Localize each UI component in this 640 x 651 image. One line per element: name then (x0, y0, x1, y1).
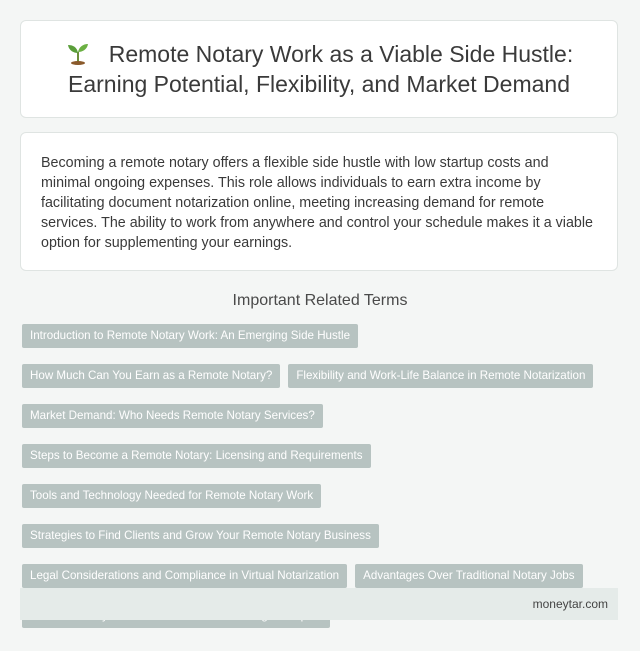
term-tag-steps[interactable]: Steps to Become a Remote Notary: Licensing and Requirements (22, 444, 371, 468)
term-tag-tools[interactable]: Tools and Technology Needed for Remote Notary Work (22, 484, 321, 508)
summary-card (20, 132, 618, 271)
term-tag-market-demand[interactable]: Market Demand: Who Needs Remote Notary Services? (22, 404, 323, 428)
title-card (20, 20, 618, 118)
footer (20, 588, 618, 620)
term-tag-strategies[interactable]: Strategies to Find Clients and Grow Your Remote Notary Business (22, 524, 379, 548)
term-tag-flexibility[interactable]: Flexibility and Work-Life Balance in Remote Notarization (288, 364, 593, 388)
related-terms-list (22, 324, 622, 628)
footer-site-link[interactable]: moneytar.com (532, 597, 608, 611)
page-title (49, 39, 589, 99)
page-title-text: Remote Notary Work as a Viable Side Hustle: Earning Potential, Flexibility, and Market Demand (68, 41, 574, 97)
term-tag-intro[interactable]: Introduction to Remote Notary Work: An Emerging Side Hustle (22, 324, 358, 348)
sprout-icon (65, 41, 91, 65)
summary-paragraph: Becoming a remote notary offers a flexible side hustle with low startup costs and minimal ongoing expenses. This role allows individuals to earn extra income by facilitating document notarization online, meeting increasing demand for remote services. The ability to work from anywhere and control your schedule makes it a viable option for supplementing your earnings. (41, 155, 594, 251)
term-tag-earnings[interactable]: How Much Can You Earn as a Remote Notary? (22, 364, 280, 388)
term-tag-legal[interactable]: Legal Considerations and Compliance in Virtual Notarization (22, 564, 347, 588)
term-tag-advantages[interactable]: Advantages Over Traditional Notary Jobs (355, 564, 582, 588)
related-terms-heading: Important Related Terms (232, 292, 408, 309)
